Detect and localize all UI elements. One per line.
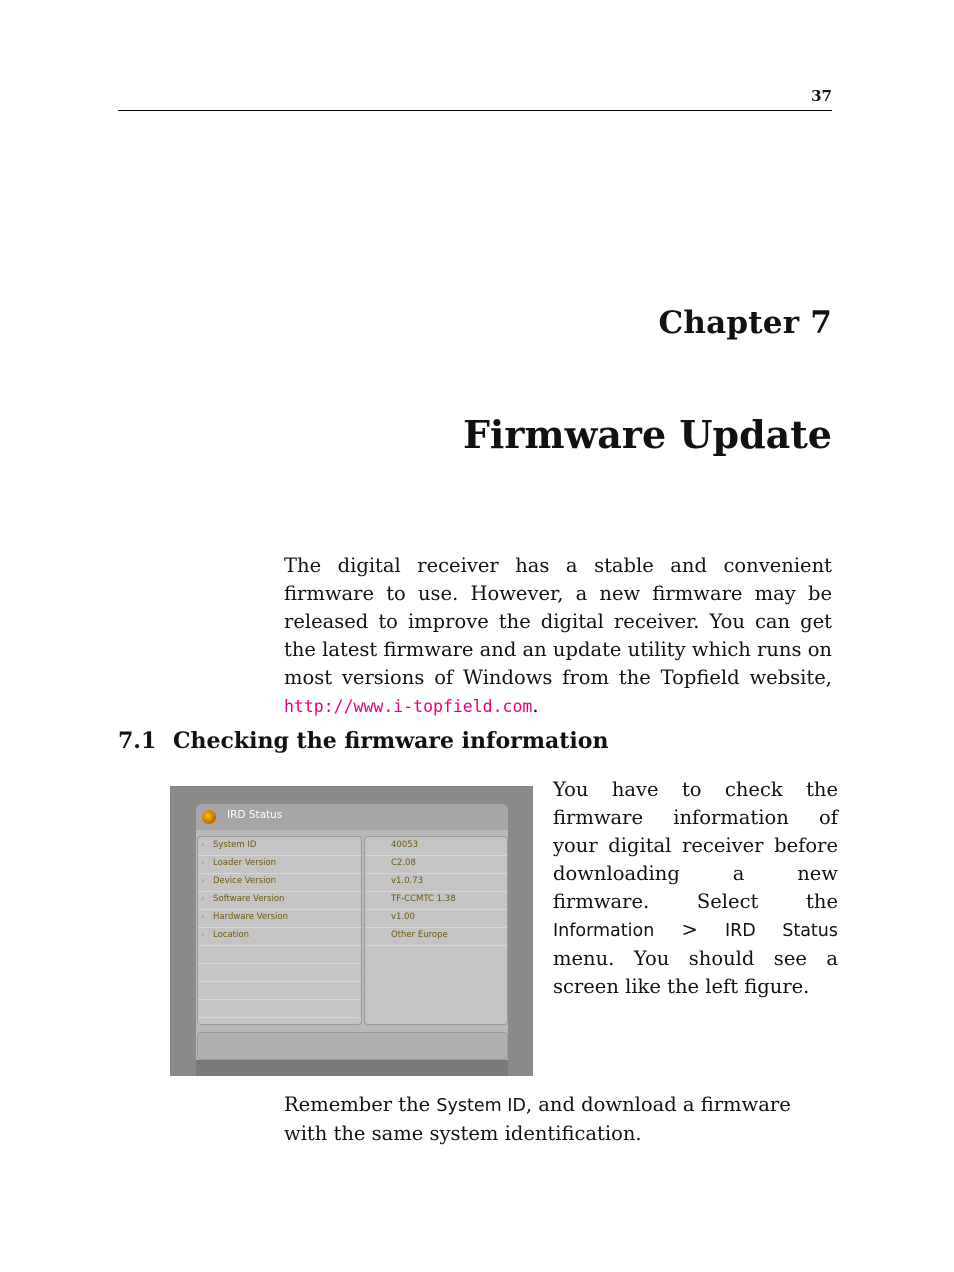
row-value: 40053 — [391, 840, 419, 850]
closing-text-1: Remember the — [284, 1093, 437, 1116]
intro-text: The digital receiver has a stable and convenient firmware to use. However, a new firmware may be released to improve the digital receiver. You can get the latest firmware and an update utility which runs on most versions of Windows from the Topfield website, — [284, 554, 832, 689]
side-paragraph — [553, 776, 838, 1001]
row-value: v1.00 — [391, 912, 415, 922]
arrow-icon: › — [201, 876, 205, 885]
table-row — [365, 909, 507, 928]
closing-text-2: , and download a firmware with the same system identification. — [284, 1093, 791, 1145]
table-row — [365, 837, 507, 856]
closing-paragraph — [284, 1091, 832, 1148]
ird-status-screenshot — [170, 786, 533, 1076]
arrow-icon: › — [201, 912, 205, 921]
row-label: Software Version — [213, 894, 285, 904]
row-value: v1.0.73 — [391, 876, 424, 886]
table-row — [198, 837, 361, 856]
intro-end: . — [532, 694, 539, 717]
section-title: Checking the firmware information — [173, 728, 609, 754]
arrow-icon: › — [201, 894, 205, 903]
row-label: Location — [213, 930, 249, 940]
section-heading — [118, 728, 608, 754]
table-row — [365, 891, 507, 910]
arrow-icon: › — [201, 858, 205, 867]
table-row — [198, 891, 361, 910]
topfield-link[interactable]: http://www.i-topfield.com — [284, 697, 533, 716]
table-row — [365, 855, 507, 874]
menu-ird-status: IRD Status — [724, 921, 838, 941]
chapter-title: Firmware Update — [462, 412, 832, 457]
row-value: Other Europe — [391, 930, 448, 940]
figure-bottom-bar — [197, 1032, 508, 1060]
row-label: System ID — [213, 840, 257, 850]
table-row — [198, 963, 361, 982]
side-text-1: You have to check the firmware information of your digital receiver before downloading a new firmware. Select the — [553, 778, 838, 913]
menu-separator: > — [654, 918, 725, 941]
table-row — [198, 855, 361, 874]
section-number: 7.1 — [118, 728, 157, 754]
table-row — [198, 927, 361, 946]
header-rule — [118, 110, 832, 111]
table-row — [198, 909, 361, 928]
table-row — [198, 873, 361, 892]
topfield-logo-icon — [202, 810, 216, 824]
figure-value-column — [364, 836, 508, 1025]
table-row — [198, 945, 361, 964]
figure-title: IRD Status — [227, 809, 283, 821]
figure-base — [196, 1060, 508, 1076]
row-label: Hardware Version — [213, 912, 288, 922]
system-id-term: System ID — [436, 1096, 526, 1116]
table-row — [198, 981, 361, 1000]
menu-information: Information — [553, 921, 655, 941]
row-value: TF-CCMTC 1.38 — [391, 894, 456, 904]
figure-label-column — [197, 836, 362, 1025]
side-text-2: menu. You should see a screen like the left figure. — [553, 947, 838, 998]
intro-paragraph — [284, 552, 832, 721]
row-label: Loader Version — [213, 858, 277, 868]
table-row — [365, 927, 507, 946]
arrow-icon: › — [201, 840, 205, 849]
row-label: Device Version — [213, 876, 277, 886]
table-row — [198, 999, 361, 1018]
page-number: 37 — [811, 87, 832, 105]
arrow-icon: › — [201, 930, 205, 939]
table-row — [365, 873, 507, 892]
row-value: C2.08 — [391, 858, 416, 868]
chapter-label: Chapter 7 — [658, 305, 832, 341]
